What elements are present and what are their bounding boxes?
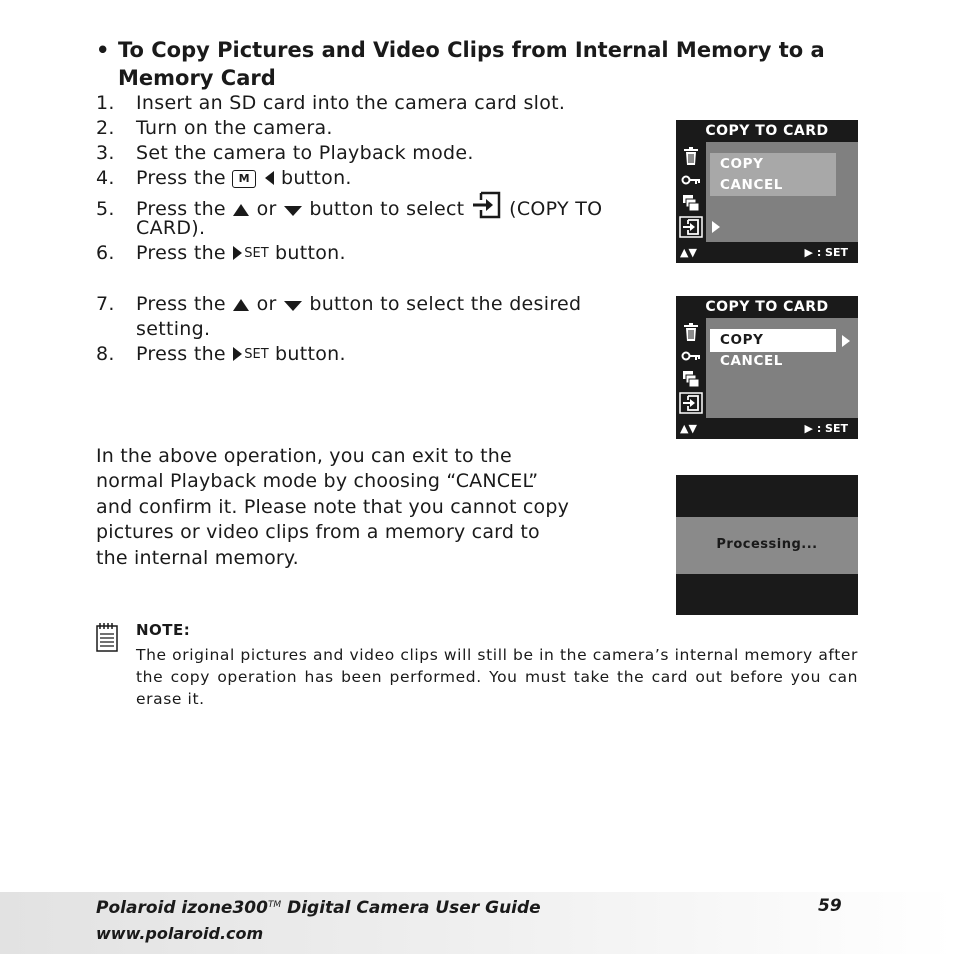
nav-hint: ▲▼ xyxy=(680,422,697,435)
lcd-screen-copy-to-card-2 xyxy=(676,296,858,439)
menu-item-copy[interactable]: COPY xyxy=(720,332,764,348)
down-arrow-icon xyxy=(283,203,303,217)
step-4: 4. Press the M button. xyxy=(96,167,352,189)
protect-key-icon xyxy=(681,346,701,366)
processing-text: Processing... xyxy=(716,537,818,552)
heading-bullet: • xyxy=(96,38,110,62)
protect-key-icon xyxy=(681,170,701,190)
set-hint: ▶ : SET xyxy=(804,422,848,435)
step-5: 5. Press the or button to select (COPY TO xyxy=(96,191,602,222)
step-7: 7. Press the or button to select the desired xyxy=(96,293,582,315)
heading-line-1: To Copy Pictures and Video Clips from Internal Memory to a xyxy=(118,38,825,62)
processing-band xyxy=(676,517,858,574)
dpof-print-icon xyxy=(681,369,701,389)
lcd-screen-copy-to-card-1 xyxy=(676,120,858,263)
footer-url: www.polaroid.com xyxy=(96,924,264,943)
step-5-continued: CARD). xyxy=(136,217,206,239)
heading-line-2: Memory Card xyxy=(118,66,276,90)
step-6: 6. Press the SET button. xyxy=(96,242,346,264)
set-hint: ▶ : SET xyxy=(804,246,848,259)
lcd-title: COPY TO CARD xyxy=(676,296,858,318)
set-label: SET xyxy=(244,246,269,261)
notepad-icon xyxy=(96,622,118,652)
step-8: 8. Press the SET button. xyxy=(96,343,346,365)
trash-icon xyxy=(681,146,701,166)
right-arrow-icon xyxy=(232,346,244,362)
note-body: The original pictures and video clips will still be in the camera’s internal memory after the copy operation has been performed. You must take the card out before you can erase it. xyxy=(136,646,858,708)
copy-to-card-icon xyxy=(471,191,503,219)
menu-item-cancel[interactable]: CANCEL xyxy=(720,353,783,369)
step-1: 1. Insert an SD card into the camera card slot. xyxy=(96,92,566,114)
play-arrow-icon xyxy=(711,220,721,234)
lcd-screen-processing xyxy=(676,475,858,615)
footer-title: Polaroid izone300™ Digital Camera User Guide xyxy=(96,898,541,918)
step-2: 2. Turn on the camera. xyxy=(96,117,333,139)
step-7-continued: setting. xyxy=(136,318,211,340)
trash-icon xyxy=(681,322,701,342)
info-paragraph: In the above operation, you can exit to the normal Playback mode by choosing “CANCEL” and confirm it. Please note that you cannot copy pictures or video clips from a memory card to the internal memory. xyxy=(96,445,570,569)
note-title: NOTE: xyxy=(136,621,191,639)
page-number: 59 xyxy=(818,896,842,916)
up-arrow-icon xyxy=(232,298,250,312)
lcd-bottom-bar xyxy=(676,242,858,263)
step-3: 3. Set the camera to Playback mode. xyxy=(96,142,474,164)
up-arrow-icon xyxy=(232,203,250,217)
set-label: SET xyxy=(244,347,269,362)
copy-to-card-icon xyxy=(679,392,703,414)
lcd-title: COPY TO CARD xyxy=(676,120,858,142)
down-arrow-icon xyxy=(283,298,303,312)
section-heading xyxy=(96,36,866,92)
trademark: TM xyxy=(267,900,282,910)
play-arrow-icon xyxy=(841,334,851,348)
menu-button-icon: M xyxy=(232,170,256,188)
dpof-print-icon xyxy=(681,193,701,213)
left-arrow-icon xyxy=(263,170,275,186)
right-arrow-icon xyxy=(232,245,244,261)
copy-to-card-icon xyxy=(679,216,703,238)
menu-item-copy[interactable]: COPY xyxy=(720,156,764,172)
nav-hint: ▲▼ xyxy=(680,246,697,259)
menu-item-cancel[interactable]: CANCEL xyxy=(720,177,783,193)
lcd-bottom-bar xyxy=(676,418,858,439)
